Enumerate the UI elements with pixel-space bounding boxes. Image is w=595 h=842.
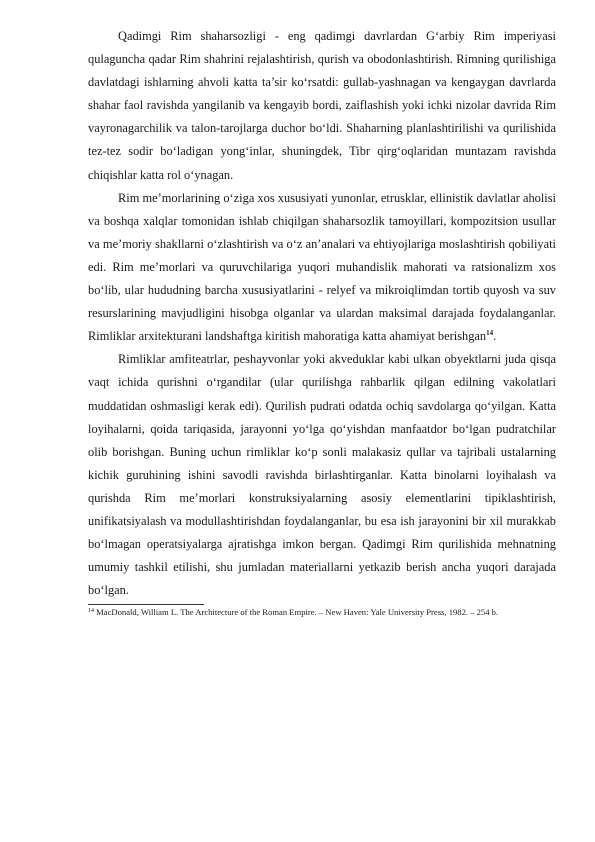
document-page <box>88 25 556 618</box>
footnote-text: MacDonald, William L. The Architecture of the Roman Empire. – New Haven: Yale University Press, 1982. – 254 b. <box>94 607 499 618</box>
footnote-separator <box>88 604 204 605</box>
paragraph-roman-construction <box>88 348 556 602</box>
footnote <box>88 607 556 618</box>
footnote-number: 14 <box>88 608 94 615</box>
paragraph-text: Rim me’morlarining o‘ziga xos xususiyati yunonlar, etrusklar, ellinistik davlatlar aholisi va boshqa xalqlar tomonidan ishlab chiqilgan shaharsozlik tamoyillari, kompozitsion usullar va me’moriy shakllarni o‘zlashtirish va o‘z an’analari va ehtiyojlariga moslashtirish qobiliyati edi. Rim me’morlari va quruvchilariga yuqori muhandislik mahorati va ratsionalizm xos bo‘lib, ular hududning barcha xususiyatlarini - relyef va mikroiqlimdan tortib quyosh va suv resurslarining mavjudligini hisobga olganlar va ulardan maksimal darajada foydalanganlar. Rimliklar arxitekturani landshaftga kiritish mahoratiga katta ahamiyat berishgan <box>88 190 556 344</box>
paragraph-roman-architects <box>88 187 556 349</box>
paragraph-rome-urban-planning <box>88 25 556 187</box>
paragraph-tail: . <box>493 329 497 344</box>
paragraph-text: Rimliklar amfiteatrlar, peshayvonlar yoki akveduklar kabi ulkan obyektlarni juda qisqa vaqt ichida qurishni o‘rgandilar (ular qurilishga rahbarlik qilgan edilning vakolatlari muddatidan oshmasligi kerak edi). Qurilish pudrati odatda ochiq savdolarga qo‘yilgan. Katta loyihalarni, qoida tariqasida, jarayonni yo‘lga qo‘yishdan manfaatdor bo‘lgan pudratchilar olib borishgan. Buning uchun rimliklar ko‘p sonli malakasiz qullar va tajribali ustalarning kichik guruhining ishini savodli ravishda birlashtirganlar. Katta binolarni loyihalash va qurishda Rim me’morlari konstruksiyalarning asosiy elementlarini tipiklashtirish, unifikatsiyalash va modullashtirishdan foydalanganlar, bu esa ish jarayonini bir xil murakkab bo‘lmagan operatsiyalarga ajratishga imkon bergan. Qadimgi Rim qurilishida mehnatning umumiy tashkil etilishi, shu jumladan materiallarni yetkazib berish ancha yuqori darajada bo‘lgan. <box>88 352 556 598</box>
footnote-reference[interactable]: 14 <box>486 329 494 338</box>
paragraph-text: Qadimgi Rim shaharsozligi - eng qadimgi davrlardan G‘arbiy Rim imperiyasi qulaguncha qadar Rim shahrini rejalashtirish, qurish va obodonlashtirish. Rimning qurilishiga davlatdagi ishlarning ahvoli katta ta’sir ko‘rsatdi: gullab-yashnagan va kengaygan davrlarda shahar faol ravishda yangilanib va kengayib bordi, zaiflashish yoki ichki nizolar davrida Rim vayronagarchilik va talon-tarojlarga duchor bo‘ldi. Shaharning planlashtirilishi va qurilishida tez-tez sodir bo‘ladigan yong‘inlar, shuningdek, Tibr qirg‘oqlaridan muntazam ravishda chiqishlar katta rol o‘ynagan. <box>88 29 556 182</box>
